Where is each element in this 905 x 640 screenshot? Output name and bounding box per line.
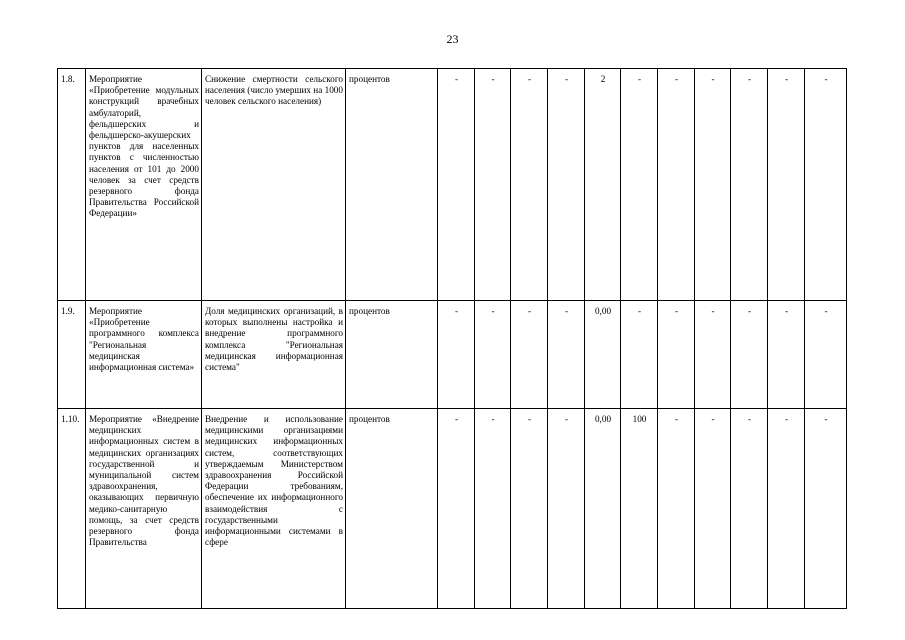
unit-cell: процентов: [346, 69, 438, 301]
value-cell: -: [805, 69, 847, 301]
indicator-name: Внедрение и использование медицинскими организациями медицинских информационных систем, соответствующих утверждаемым Министерством здравоохранения Российской Федерации требованиям, обеспечение их информационного взаимодействия с государственными информационными системами в сфере: [202, 409, 346, 609]
value-cell: -: [731, 301, 768, 409]
value-cell: -: [548, 301, 585, 409]
unit-cell: процентов: [346, 301, 438, 409]
value-cell: -: [548, 69, 585, 301]
value-cell: -: [731, 69, 768, 301]
value-cell: -: [475, 69, 511, 301]
row-number: 1.10.: [58, 409, 86, 609]
value-cell: -: [658, 409, 695, 609]
value-cell: -: [695, 69, 731, 301]
value-cell: -: [511, 409, 548, 609]
value-cell: -: [658, 301, 695, 409]
value-cell: -: [731, 409, 768, 609]
value-cell: -: [475, 301, 511, 409]
page-number: 23: [446, 32, 459, 46]
value-cell: -: [511, 69, 548, 301]
indicator-name: Доля медицинских организаций, в которых выполнены настройка и внедрение программного комплекса "Региональная медицинская информационная система": [202, 301, 346, 409]
event-name: Мероприятие «Приобретение программного комплекса "Региональная медицинская информационная система»: [86, 301, 202, 409]
table-row: [58, 69, 847, 301]
indicator-name: Снижение смертности сельского населения (число умерших на 1000 человек сельского населения): [202, 69, 346, 301]
unit-cell: процентов: [346, 409, 438, 609]
row-number: 1.8.: [58, 69, 86, 301]
value-cell: -: [621, 301, 658, 409]
value-cell: 0,00: [585, 301, 621, 409]
value-cell: -: [621, 69, 658, 301]
value-cell: -: [768, 301, 805, 409]
value-cell: -: [805, 301, 847, 409]
value-cell: -: [438, 69, 475, 301]
row-number: 1.9.: [58, 301, 86, 409]
value-cell: -: [511, 301, 548, 409]
event-name: Мероприятие «Приобретение модульных конструкций врачебных амбулаторий, фельдшерских и фельдшерско-акушерских пунктов для населенных пунктов с численностью населения от 101 до 2000 человек за счет средств резервного фонда Правительства Российской Федерации»: [86, 69, 202, 301]
event-name: Мероприятие «Внедрение медицинских информационных систем в медицинских организациях государственной и муниципальной систем здравоохранения, оказывающих первичную медико-санитарную помощь, за счет средств резервного фонда Правительства: [86, 409, 202, 609]
indicators-table: [57, 68, 847, 609]
value-cell: 0,00: [585, 409, 621, 609]
value-cell: 100: [621, 409, 658, 609]
value-cell: -: [475, 409, 511, 609]
value-cell: 2: [585, 69, 621, 301]
value-cell: -: [658, 69, 695, 301]
value-cell: -: [548, 409, 585, 609]
value-cell: -: [695, 409, 731, 609]
value-cell: -: [438, 409, 475, 609]
value-cell: -: [768, 409, 805, 609]
value-cell: -: [438, 301, 475, 409]
value-cell: -: [695, 301, 731, 409]
value-cell: -: [805, 409, 847, 609]
table-row: [58, 409, 847, 609]
table-row: [58, 301, 847, 409]
value-cell: -: [768, 69, 805, 301]
